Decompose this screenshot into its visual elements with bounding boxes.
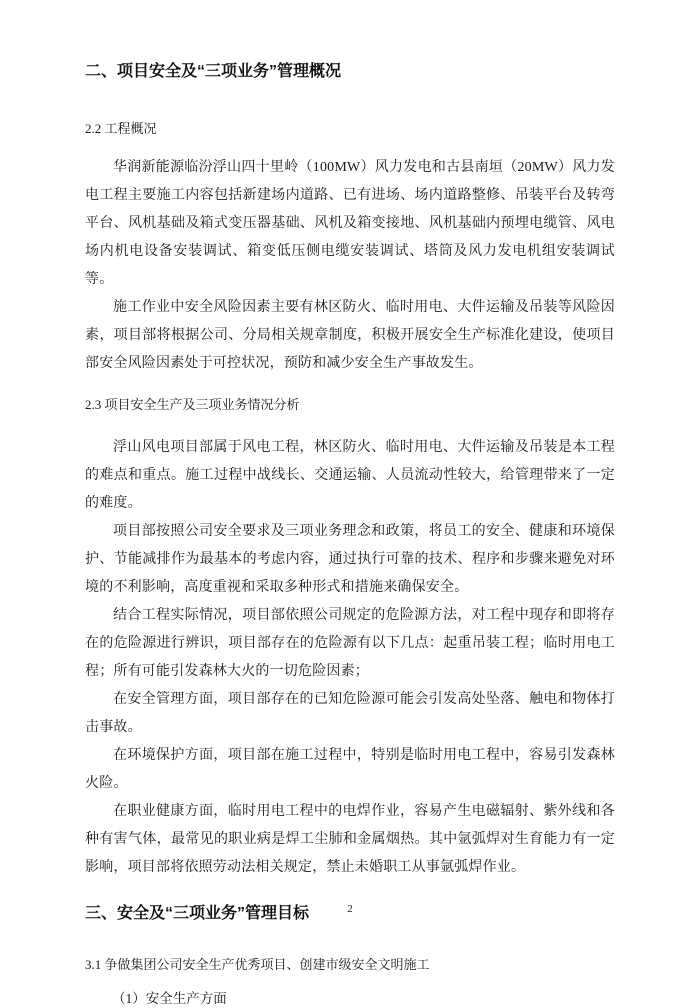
paragraph: 项目部按照公司安全要求及三项业务理念和政策，将员工的安全、健康和环境保护、节能减排作为最基本的考虑内容，通过执行可靠的技术、程序和步骤来避免对环境的不利影响，高度重视和采取多种形式和措施来确保安全。 — [85, 524, 615, 595]
paragraph: 在职业健康方面，临时用电工程中的电焊作业，容易产生电磁辐射、紫外线和各种有害气体，最常见的职业病是焊工尘肺和金属烟热。其中氩弧焊对生育能力有一定影响，项目部将依照劳动法相关规定，禁止未婚职工从事氩弧焊作业。 — [85, 804, 615, 875]
subsection-2-3-heading: 2.3 项目安全生产及三项业务情况分析 — [85, 397, 300, 412]
paragraph: 浮山风电项目部属于风电工程，林区防火、临时用电、大件运输及吊装是本工程的难点和重点。施工过程中战线长、交通运输、人员流动性较大，给管理带来了一定的难度。 — [85, 440, 615, 511]
paragraph: 结合工程实际情况，项目部依照公司规定的危险源方法，对工程中现存和即将存在的危险源进行辨识，项目部存在的危险源有以下几点：起重吊装工程；临时用电工程；所有可能引发森林大火的一切危险因素； — [85, 608, 615, 679]
section-3-heading: 三、安全及“三项业务”管理目标 — [85, 905, 310, 922]
list-item-1: （1）安全生产方面 — [112, 991, 227, 1006]
subsection-2-3-body — [85, 434, 615, 882]
subsection-2-2-body — [85, 154, 615, 378]
paragraph: 施工作业中安全风险因素主要有林区防火、临时用电、大件运输及吊装等风险因素，项目部将根据公司、分局相关规章制度，积极开展安全生产标准化建设，使项目部安全风险因素处于可控状况，预防和减少安全生产事故发生。 — [85, 300, 615, 371]
paragraph: 在环境保护方面，项目部在施工过程中，特别是临时用电工程中，容易引发森林火险。 — [85, 748, 615, 791]
page-number: 2 — [347, 903, 353, 915]
paragraph: 华润新能源临汾浮山四十里岭（100MW）风力发电和古县南垣（20MW）风力发电工程主要施工内容包括新建场内道路、已有进场、场内道路整修、吊装平台及转弯平台、风机基础及箱式变压器基础、风机及箱变接地、风机基础内预埋电缆管、风电场内机电设备安装调试、箱变低压侧电缆安装调试、塔筒及风力发电机组安装调试等。 — [85, 160, 615, 287]
section-2-heading: 二、项目安全及“三项业务”管理概况 — [85, 63, 342, 80]
paragraph: 在安全管理方面，项目部存在的已知危险源可能会引发高处坠落、触电和物体打击事故。 — [85, 692, 615, 735]
subsection-3-1-heading: 3.1 争做集团公司安全生产优秀项目、创建市级安全文明施工 — [85, 957, 430, 972]
subsection-2-2-heading: 2.2 工程概况 — [85, 121, 157, 136]
